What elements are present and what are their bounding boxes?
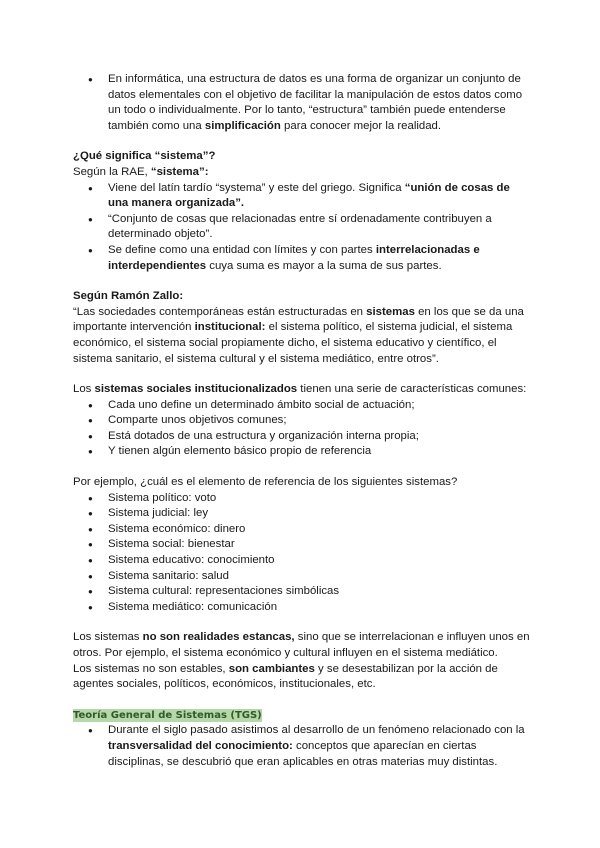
- list-item: ● Sistema educativo: conocimiento: [73, 553, 533, 569]
- caracteristicas-intro: Los sistemas sociales institucionalizados tienen una serie de características comunes:: [73, 383, 527, 396]
- list-item: ● Sistema judicial: ley: [73, 506, 533, 522]
- rae-line: Según la RAE, “sistema”:: [73, 165, 209, 178]
- tgs-heading: Teoría General de Sistemas (TGS): [73, 709, 262, 721]
- sistema-bullet-1: ● Viene del latín tardío “system​a” y este del griego. Significa “unión de cosas de una manera organizada”.: [73, 181, 533, 212]
- ejemplos-intro: Por ejemplo, ¿cuál es el elemento de referencia de los siguientes sistemas?: [73, 476, 458, 489]
- list-item: ● Está dotados de una estructura y organización interna propia;: [73, 429, 533, 445]
- intro-bullet: ● En informática, una estructura de datos es una forma de organizar un conjunto de datos elementales con el objetivo de facilitar la manipulación de estos datos como un todo o individualmente. Por lo tanto, “estructura” también puede entenderse también como una simplificación para conocer mejor la realidad.: [73, 72, 533, 134]
- tgs-bullet: ● Durante el siglo pasado asistimos al desarrollo de un fenómeno relacionado con la transversalidad del conocimiento: conceptos que aparecían en ciertas disciplinas, se descubrió que eran aplicables en otras materias muy distintas.: [73, 723, 533, 770]
- sistema-bullet-2: ● “Conjunto de cosas que relacionadas entre sí ordenadamente contribuyen a determinado objeto”.: [73, 212, 533, 243]
- estancas-paragraph: Los sistemas no son realidades estancas, sino que se interrelacionan e influyen unos en otros. Por ejemplo, el sistema económico y cultural influyen en el sistema mediático.: [73, 631, 530, 659]
- zallo-heading: Según Ramón Zallo:: [73, 290, 184, 303]
- cambiantes-paragraph: Los sistemas no son estables, son cambiantes y se desestabilizan por la acción de agentes sociales, políticos, económicos, institucionales, etc.: [73, 662, 498, 691]
- list-item: ● Sistema social: bienestar: [73, 537, 533, 553]
- list-item: ● Sistema político: voto: [73, 491, 533, 507]
- list-item: ● Sistema cultural: representaciones simbólicas: [73, 584, 533, 600]
- list-item: ● Y tienen algún elemento básico propio de referencia: [73, 444, 533, 460]
- list-item: ● Comparte unos objetivos comunes;: [73, 413, 533, 429]
- list-item: ● Sistema mediático: comunicación: [73, 600, 533, 616]
- sistema-bullet-3: ● Se define como una entidad con límites y con partes interrelacionadas e interdependientes cuya suma es mayor a la suma de sus partes.: [73, 243, 533, 274]
- sistema-heading: ¿Qué significa “sistema”?: [73, 150, 216, 163]
- list-item: ● Sistema económico: dinero: [73, 522, 533, 538]
- document-page: [73, 72, 533, 770]
- list-item: ● Sistema sanitario: salud: [73, 569, 533, 585]
- zallo-quote: “Las sociedades contemporáneas están estructuradas en sistemas en los que se da una importante intervención institucional: el sistema político, el sistema judicial, el sistema económico, el sistema social propiamente dicho, el sistema educativo y científico, el sistema sanitario, el sistema cultural y el sistema mediático, entre otros”.: [73, 305, 524, 365]
- list-item: ● Cada uno define un determinado ámbito social de actuación;: [73, 398, 533, 414]
